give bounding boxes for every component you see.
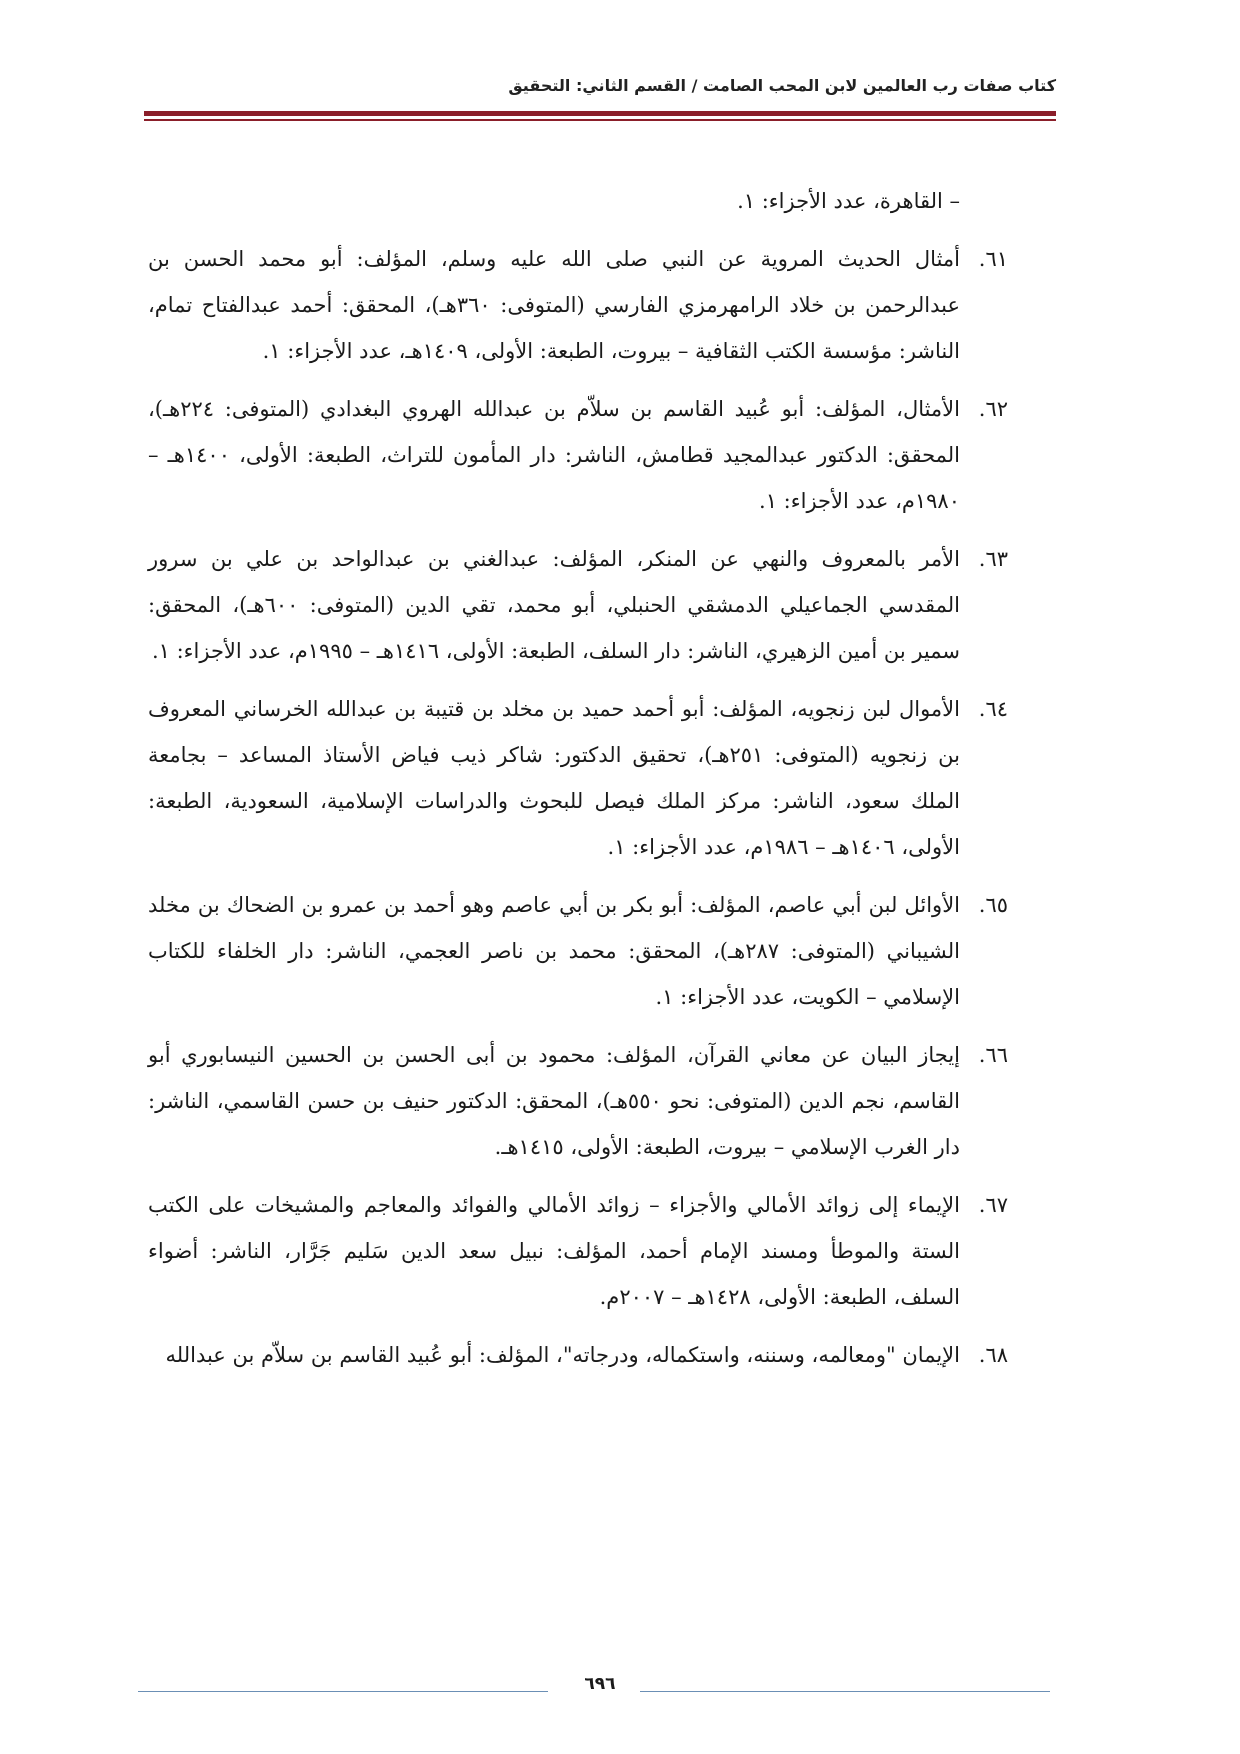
bibliography-entry: [148, 536, 1008, 674]
bibliography-entry: [148, 386, 1008, 524]
footer-rule-left: [138, 1691, 548, 1692]
bibliography-entry: [148, 686, 1008, 870]
entry-number: ٦٦.: [978, 1043, 1008, 1067]
header-rule-thick: [144, 111, 1056, 116]
entry-text: إيجاز البيان عن معاني القرآن، المؤلف: محمود بن أبى الحسن بن الحسين النيسابوري أبو القاسم، نجم الدين (المتوفى: نحو ٥٥٠هـ)، المحقق: الدكتور حنيف بن حسن القاسمي، الناشر: دار الغرب الإسلامي – بيروت، الطبعة: الأولى، ١٤١٥هـ.: [148, 1043, 961, 1159]
entry-number: ٦٢.: [978, 397, 1008, 421]
bibliography-list: [148, 178, 1008, 1390]
entry-text: الأمر بالمعروف والنهي عن المنكر، المؤلف: عبدالغني بن عبدالواحد بن علي بن سرور المقدسي الجماعيلي الدمشقي الحنبلي، أبو محمد، تقي الدين (المتوفى: ٦٠٠هـ)، المحقق: سمير بن أمين الزهيري، الناشر: دار السلف، الطبعة: الأولى، ١٤١٦هـ – ١٩٩٥م، عدد الأجزاء: ١.: [148, 547, 961, 663]
bibliography-entry: [148, 236, 1008, 374]
running-header: كتاب صفات رب العالمين لابن المحب الصامت / القسم الثاني: التحقيق: [508, 76, 1056, 95]
entry-number: ٦٧.: [978, 1193, 1008, 1217]
entry-text: الأوائل لبن أبي عاصم، المؤلف: أبو بكر بن أبي عاصم وهو أحمد بن عمرو بن الضحاك بن مخلد الشيباني (المتوفى: ٢٨٧هـ)، المحقق: محمد بن ناصر العجمي، الناشر: دار الخلفاء للكتاب الإسلامي – الكويت، عدد الأجزاء: ١.: [148, 893, 960, 1009]
entry-text: الأموال لبن زنجويه، المؤلف: أبو أحمد حميد بن مخلد بن قتيبة بن عبدالله الخرساني المعروف بن زنجويه (المتوفى: ٢٥١هـ)، تحقيق الدكتور: شاكر ذيب فياض الأستاذ المساعد – بجامعة الملك سعود، الناشر: مركز الملك فيصل للبحوث والدراسات الإسلامية، السعودية، الطبعة: الأولى، ١٤٠٦هـ – ١٩٨٦م، عدد الأجزاء: ١.: [148, 697, 960, 859]
header-rule-thin: [144, 119, 1056, 121]
page-number: ٦٩٦: [584, 1674, 616, 1694]
footer-rule-right: [640, 1691, 1050, 1692]
bibliography-entry: [148, 1032, 1008, 1170]
entry-number: ٦٣.: [978, 547, 1008, 571]
continuation-line: – القاهرة، عدد الأجزاء: ١.: [737, 189, 960, 213]
bibliography-entry: [148, 1182, 1008, 1320]
entry-number: ٦١.: [978, 247, 1008, 271]
entry-text: الأمثال، المؤلف: أبو عُبيد القاسم بن سلاّم بن عبدالله الهروي البغدادي (المتوفى: ٢٢٤هـ)، المحقق: الدكتور عبدالمجيد قطامش، الناشر: دار المأمون للتراث، الطبعة: الأولى، ١٤٠٠هـ – ١٩٨٠م، عدد الأجزاء: ١.: [148, 397, 960, 513]
entry-text: الإيمان "ومعالمه، وسننه، واستكماله، ودرجاته"، المؤلف: أبو عُبيد القاسم بن سلاّم بن عبدالله: [165, 1343, 960, 1367]
bibliography-entry: [148, 882, 1008, 1020]
entry-number: ٦٥.: [978, 893, 1008, 917]
bibliography-entry: [148, 1332, 1008, 1378]
entry-number: ٦٨.: [978, 1343, 1008, 1367]
entry-text: الإيماء إلى زوائد الأمالي والأجزاء – زوائد الأمالي والفوائد والمعاجم والمشيخات على الكتب الستة والموطأ ومسند الإمام أحمد، المؤلف: نبيل سعد الدين سَليم جَرَّار، الناشر: أضواء السلف، الطبعة: الأولى، ١٤٢٨هـ – ٢٠٠٧م.: [148, 1193, 960, 1309]
entry-number: ٦٤.: [978, 697, 1008, 721]
entry-text: أمثال الحديث المروية عن النبي صلى الله عليه وسلم، المؤلف: أبو محمد الحسن بن عبدالرحمن بن خلاد الرامهرمزي الفارسي (المتوفى: ٣٦٠هـ)، المحقق: أحمد عبدالفتاح تمام، الناشر: مؤسسة الكتب الثقافية – بيروت، الطبعة: الأولى، ١٤٠٩هـ، عدد الأجزاء: ١.: [148, 247, 960, 363]
